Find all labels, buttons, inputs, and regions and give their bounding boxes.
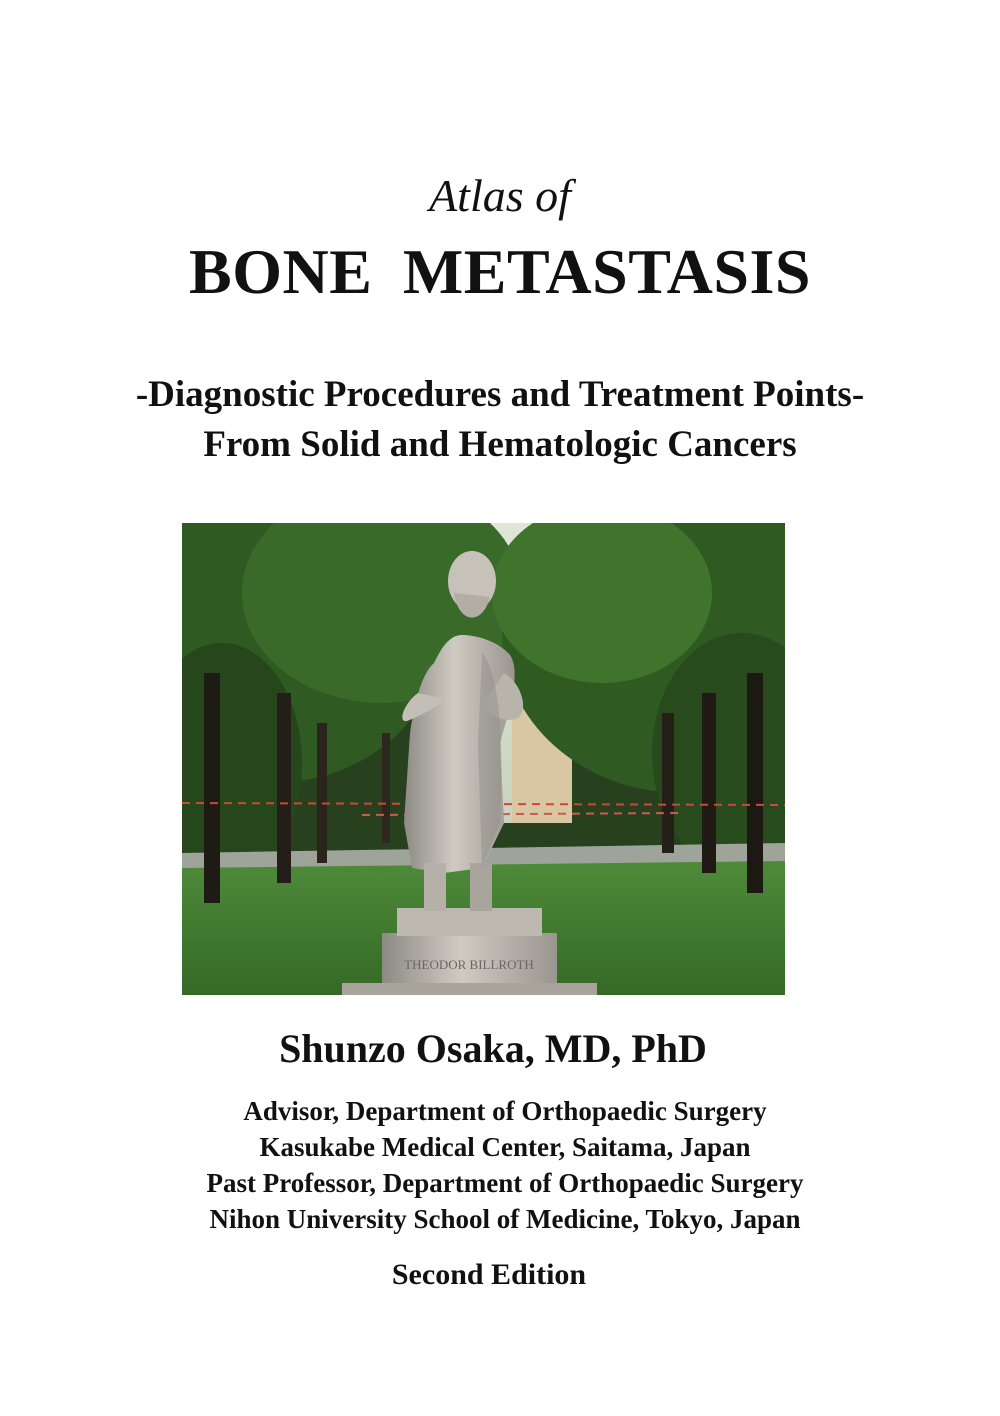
affiliation-line-3: Past Professor, Department of Orthopaedic Surgery bbox=[206, 1168, 804, 1198]
author-name: Shunzo Osaka, MD, PhD bbox=[279, 1026, 707, 1071]
cover-photo-statue bbox=[182, 523, 785, 995]
subtitle-line-1: -Diagnostic Procedures and Treatment Points- bbox=[135, 374, 865, 415]
affiliation-line-4: Nihon University School of Medicine, Tokyo, Japan bbox=[209, 1204, 801, 1234]
title-prefix: Atlas of bbox=[429, 170, 571, 221]
book-title: BONE METASTASIS bbox=[189, 236, 811, 307]
edition-label: Second Edition bbox=[391, 1258, 587, 1291]
author-affiliations bbox=[0, 1093, 1000, 1237]
subtitle bbox=[0, 370, 1000, 470]
affiliation-line-1: Advisor, Department of Orthopaedic Surgery bbox=[243, 1096, 767, 1126]
pedestal-inscription: THEODOR BILLROTH bbox=[404, 957, 534, 972]
subtitle-line-2: From Solid and Hematologic Cancers bbox=[203, 424, 797, 465]
affiliation-line-2: Kasukabe Medical Center, Saitama, Japan bbox=[259, 1132, 751, 1162]
